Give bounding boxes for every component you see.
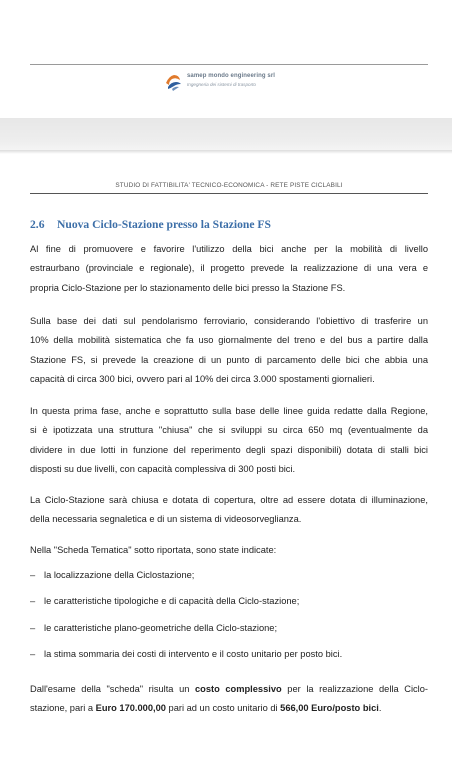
paragraph-cost-summary: [30, 680, 428, 719]
text-run: per la realizzazione della Ciclo-: [281, 684, 428, 694]
text-line: capacità di circa 300 bici, ovvero pari al 10% dei circa 3.000 spostamenti giornalieri.: [30, 373, 375, 384]
text-line: La Ciclo-Stazione sarà chiusa e dotata di copertura, oltre ad essere dotata di illuminazione,: [30, 495, 428, 505]
paragraph-scheda-intro: [30, 541, 428, 560]
section-number: 2.6: [30, 218, 45, 231]
logo-name: samep mondo engineering srl: [187, 73, 276, 79]
text-line: dividere in due lotti in funzione del reperimento degli spazi disponibili) dotata di stalli bici: [30, 444, 428, 455]
dash-bullet: –: [30, 622, 36, 633]
logo-mark-icon: [163, 72, 183, 92]
text-run: .: [378, 703, 382, 714]
list-item-text: le caratteristiche tipologiche e di capacità della Ciclo-stazione;: [44, 596, 300, 607]
text-line: In questa prima fase, anche e soprattutto sulla base delle linee guida redatte dalla Regione,: [30, 406, 428, 416]
list-item: [30, 619, 428, 645]
paragraph-features: [30, 491, 428, 530]
text-line: estraurbano (provinciale e regionale), il progetto prevede la realizzazione di una vera e: [30, 263, 428, 274]
text-line: 10% della mobilità sistematica che fa uso giornalmente del treno e del bus a partire dalla: [30, 335, 428, 346]
section-heading: [30, 218, 271, 231]
emphasis-unit-cost: 566,00 Euro/posto bici: [280, 703, 379, 714]
logo-tagline: Ingegneria dei sistemi di trasporto: [187, 82, 256, 87]
text-run: stazione, pari a: [30, 703, 96, 714]
paragraph-commuting: [30, 312, 428, 389]
dash-bullet: –: [30, 570, 36, 580]
text-line: Sulla base dei dati sul pendolarismo ferroviario, considerando l'obiettivo di trasferire un: [30, 316, 428, 326]
text-line: della necessaria segnaletica e di un sistema di videosorveglianza.: [30, 514, 302, 525]
list-item: [30, 566, 428, 592]
text-line: [30, 699, 428, 718]
text-line: si è ipotizzata una struttura "chiusa" che si sviluppi su circa 650 mq (eventualmente da: [30, 425, 428, 436]
text-run: pari ad un costo unitario di: [165, 703, 281, 714]
text-line: Nella "Scheda Tematica" sotto riportata, sono state indicate:: [30, 545, 277, 555]
list-item-text: le caratteristiche plano-geometriche della Ciclo-stazione;: [44, 622, 278, 633]
text-line: [30, 680, 428, 699]
top-rule: [30, 64, 428, 65]
paragraph-intro: [30, 240, 428, 298]
text-run: Dall'esame della "scheda" risulta un: [30, 684, 195, 694]
header-rule: [30, 193, 428, 194]
dash-bullet: –: [30, 596, 36, 607]
list-item: [30, 645, 428, 671]
list-item: [30, 592, 428, 618]
emphasis-total-cost: costo complessivo: [195, 684, 282, 694]
previous-page: [0, 0, 452, 118]
bullet-list: [30, 566, 428, 671]
page-header: STUDIO DI FATTIBILITA' TECNICO-ECONOMICA - RETE PISTE CICLABILI: [115, 182, 343, 189]
emphasis-total-amount: Euro 170.000,00: [95, 703, 166, 714]
text-line: Stazione FS, si prevede la creazione di un punto di parcamento delle bici che abbia una: [30, 354, 428, 365]
text-line: Al fine di promuovere e favorire l'utilizzo della bici anche per la mobilità di livello: [30, 244, 428, 254]
text-line: disposti su due livelli, con capacità complessiva di 300 posti bici.: [30, 463, 296, 474]
list-item-text: la localizzazione della Ciclostazione;: [44, 570, 195, 580]
page-edge-shadow: [0, 150, 452, 154]
company-logo: [163, 72, 323, 94]
paragraph-structure: [30, 402, 428, 479]
list-item-text: la stima sommaria dei costi di intervento e il costo unitario per posto bici.: [44, 648, 343, 659]
page-gap: [0, 118, 452, 152]
text-line: propria Ciclo-Stazione per lo stazionamento delle bici presso la Stazione FS.: [30, 282, 346, 293]
dash-bullet: –: [30, 648, 36, 659]
section-title: Nuova Ciclo-Stazione presso la Stazione FS: [57, 218, 271, 231]
